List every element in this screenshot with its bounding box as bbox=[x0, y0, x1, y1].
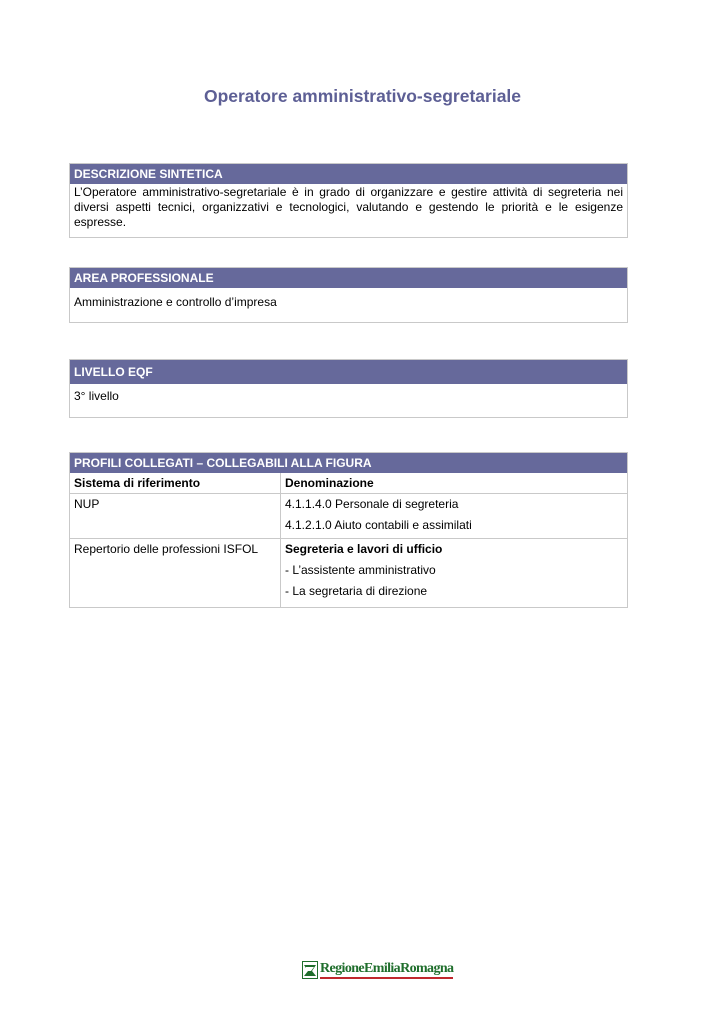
area-text: Amministrazione e controllo d’impresa bbox=[74, 295, 277, 309]
profili-table bbox=[70, 473, 627, 607]
col-denominazione-header: Denominazione bbox=[281, 473, 628, 494]
denominazione-line: Segreteria e lavori di ufficio bbox=[285, 542, 443, 556]
table-row bbox=[70, 539, 627, 608]
regione-logo bbox=[302, 960, 453, 980]
livello-section bbox=[69, 359, 628, 418]
profili-table-header-row bbox=[70, 473, 627, 494]
profili-header: PROFILI COLLEGATI – COLLEGABILI ALLA FIGURA bbox=[70, 453, 627, 473]
sistema-cell: Repertorio delle professioni ISFOL bbox=[70, 539, 281, 608]
denominazione-cell bbox=[281, 539, 628, 608]
livello-text: 3° livello bbox=[74, 389, 119, 403]
regione-logo-text: RegioneEmiliaRomagna bbox=[320, 961, 453, 979]
page-title: Operatore amministrativo-segretariale bbox=[203, 86, 522, 106]
denominazione-line: 4.1.2.1.0 Aiuto contabili e assimilati bbox=[285, 518, 472, 532]
livello-header: LIVELLO EQF bbox=[70, 360, 627, 384]
regione-emblem-icon bbox=[302, 961, 318, 979]
denominazione-line: - L’assistente amministrativo bbox=[285, 563, 436, 577]
col-sistema-header: Sistema di riferimento bbox=[70, 473, 281, 494]
profili-section bbox=[69, 452, 628, 608]
descrizione-header: DESCRIZIONE SINTETICA bbox=[70, 164, 627, 184]
sistema-cell: NUP bbox=[70, 494, 281, 539]
descrizione-section bbox=[69, 163, 628, 238]
denominazione-line: 4.1.1.4.0 Personale di segreteria bbox=[285, 497, 459, 511]
area-header: AREA PROFESSIONALE bbox=[70, 268, 627, 288]
table-row bbox=[70, 494, 627, 539]
denominazione-cell bbox=[281, 494, 628, 539]
denominazione-line: - La segretaria di direzione bbox=[285, 584, 428, 598]
descrizione-text: L’Operatore amministrativo-segretariale è in grado di organizzare e gestire attività di segreteria nei diversi aspetti tecnici, organizzativi e tecnologici, valutando e gestendo le priorità e le esigenze espresse. bbox=[74, 185, 623, 229]
area-section bbox=[69, 267, 628, 323]
